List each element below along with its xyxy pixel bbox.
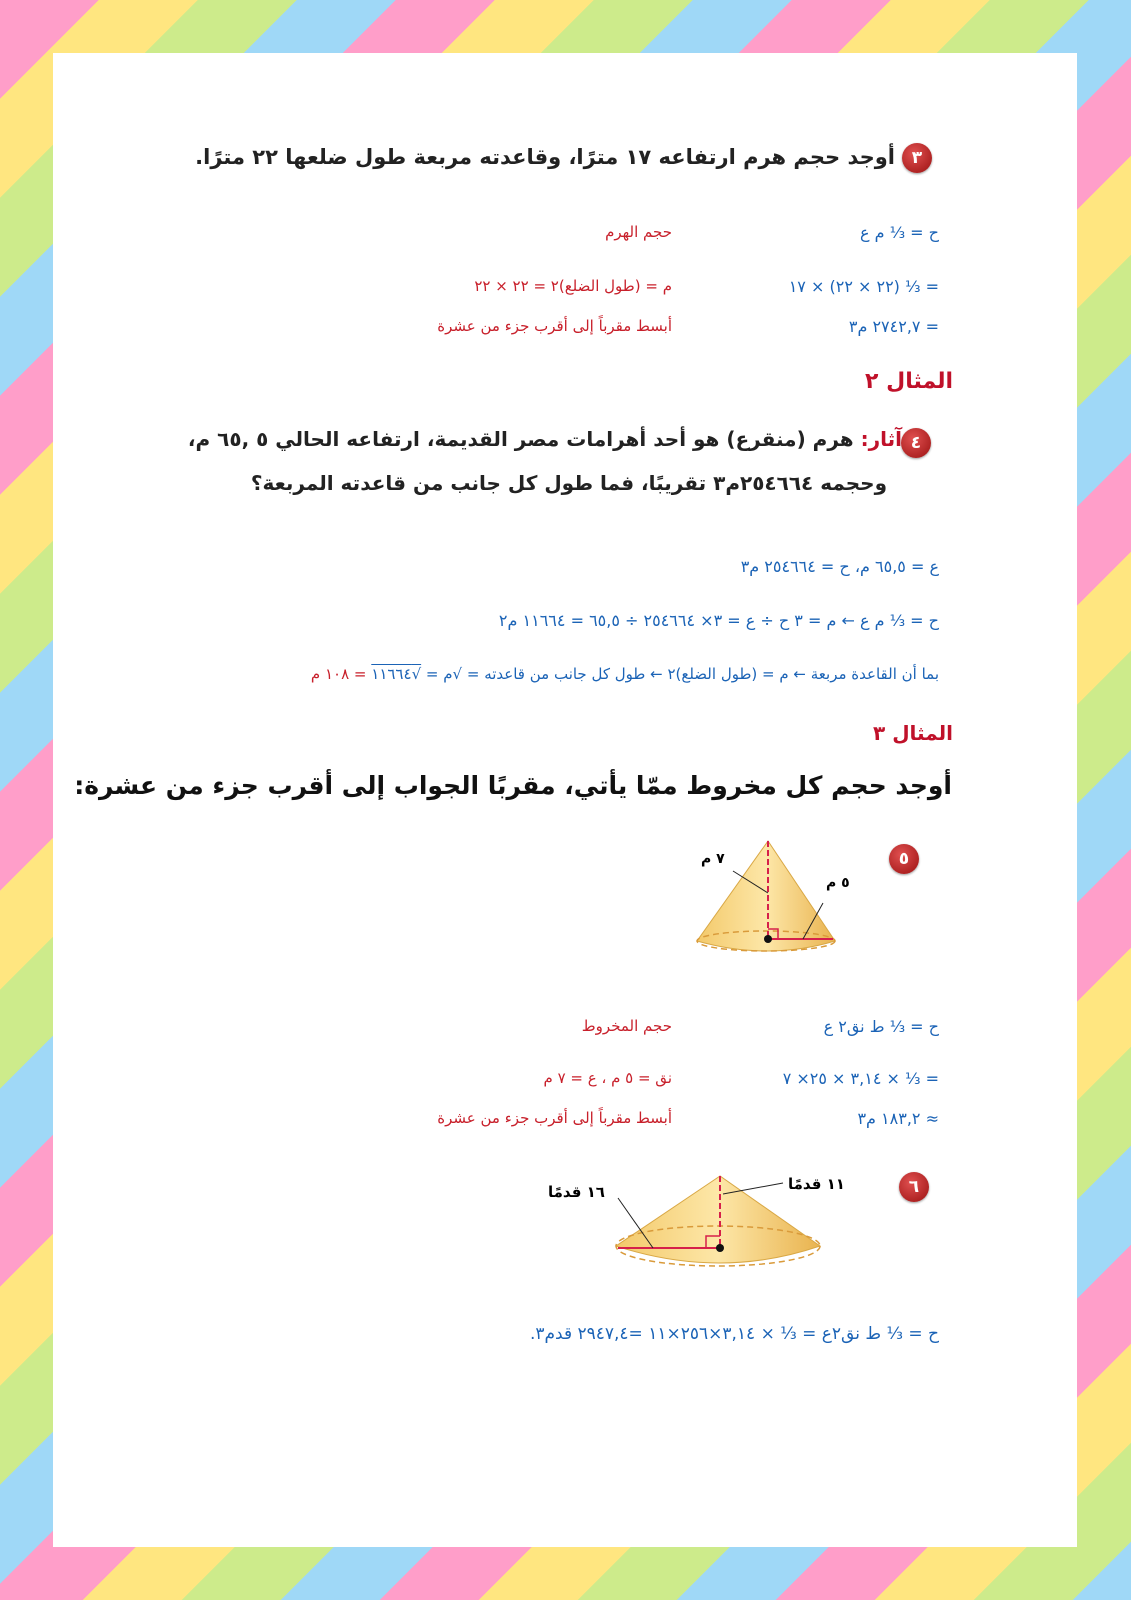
problem-4-step2-prefix: بما أن القاعدة مربعة ← م = (طول الضلع)٢ ← طول كل جانب من قاعدته = √م = [425,665,939,683]
cone-6-radius-label: ١٦ قدمًا [548,1183,605,1201]
problem-5-step1-note: نق = ٥ م ، ع = ٧ م [543,1069,672,1087]
cone-6-center [716,1244,724,1252]
problem-4-label: آثار: [860,427,902,451]
problem-4-step2 [311,665,939,683]
cone-6-height-label: ١١ قدمًا [788,1175,845,1193]
problem-3-badge: ٣ [902,143,932,173]
problem-5-step2-note: أبسط مقرباً إلى أقرب جزء من عشرة [437,1109,672,1127]
problem-6-solution: ح = ⅓ ط نق٢ع = ⅓ × ٣,١٤×٢٥٦×١١ =٢٩٤٧,٤ قدم٣. [529,1324,939,1344]
problem-4-question-line2: وحجمه ٢٥٤٦٦٤م٣ تقريبًا، فما طول كل جانب من قاعدته المربعة؟ [250,471,887,495]
problem-5-formula: ح = ⅓ ط نق٢ ع [823,1017,939,1036]
problem-4-question-line1: هرم (منقرع) هو أحد أهرامات مصر القديمة، ارتفاعه الحالي ٥ ,٦٥ م، [187,427,854,451]
problem-3-formula-note: حجم الهرم [605,223,672,241]
cone-5-center [764,935,772,943]
problem-5-step2: ≈ ١٨٣,٢ م٣ [857,1109,939,1128]
problem-3-question: أوجد حجم هرم ارتفاعه ١٧ مترًا، وقاعدته مربعة طول ضلعها ٢٢ مترًا. [195,145,895,169]
problem-6-badge: ٦ [899,1172,929,1202]
problem-3-step2: = ٢٧٤٢,٧ م٣ [848,317,939,336]
problem-4-step1: ح = ⅓ م ع ← م = ٣ ح ÷ ع = ٣× ٢٥٤٦٦٤ ÷ ٦٥,٥ = ١١٦٦٤ م٢ [498,611,939,630]
problem-3-formula: ح = ⅓ م ع [859,223,939,242]
worksheet-page [53,53,1077,1547]
cone-5-radius-label: ٥ م [826,875,850,891]
problem-4-given: ع = ٦٥,٥ م، ح = ٢٥٤٦٦٤ م٣ [740,557,939,576]
problem-4-sqrt: √١١٦٦٤ [371,665,422,683]
problem-5-badge: ٥ [889,844,919,874]
problem-3-step2-note: أبسط مقرباً إلى أقرب جزء من عشرة [437,317,672,335]
problem-3-step1-note: م = (طول الضلع)٢ = ٢٢ × ٢٢ [474,277,672,295]
example-3-heading: المثال ٣ [873,721,953,745]
problem-5-formula-note: حجم المخروط [581,1017,672,1035]
instruction: أوجد حجم كل مخروط ممّا يأتي، مقربًا الجواب إلى أقرب جزء من عشرة: [74,771,952,800]
problem-3-step1: = ⅓ (٢٢ × ٢٢) × ١٧ [788,277,939,296]
problem-5-step1: = ⅓ × ٣,١٤ × ٢٥× ٧ [782,1069,939,1088]
example-2-heading: المثال ٢ [865,369,953,394]
problem-4-result: = ١٠٨ م [310,665,367,683]
cone-5-height-label: ٧ م [701,851,725,867]
problem-4-badge: ٤ [901,428,931,458]
problem-4-line1 [188,427,902,451]
